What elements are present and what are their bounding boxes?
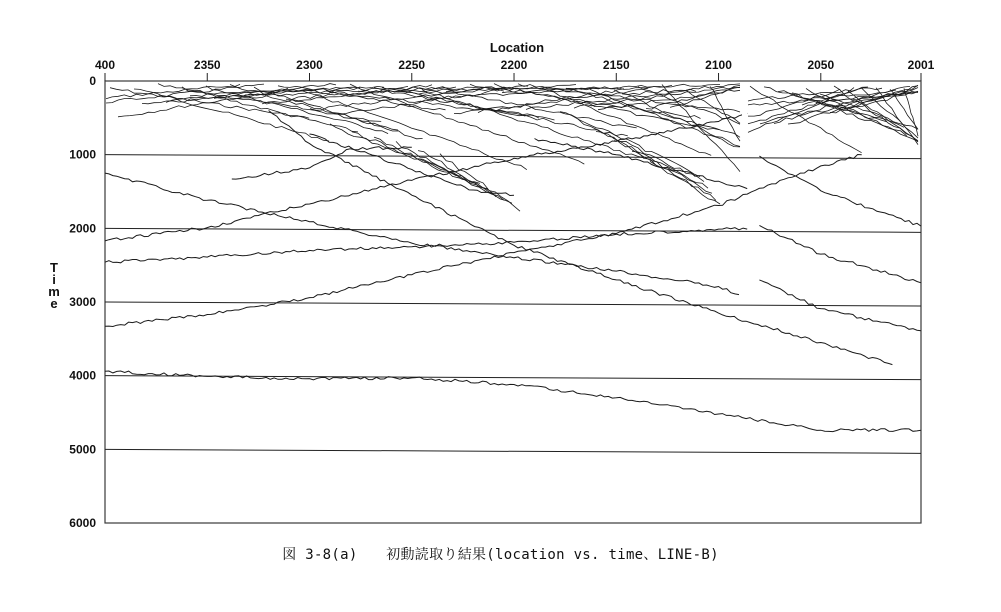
x-tick-label: 2250 <box>398 58 426 72</box>
gridline <box>105 155 921 159</box>
svg-text:Time: T i m e <box>48 260 60 311</box>
first-break-curve <box>440 154 520 212</box>
y-tick-label: 3000 <box>69 295 96 309</box>
first-break-curve <box>590 89 740 146</box>
x-tick-label: 2050 <box>807 58 835 72</box>
y-tick-label: 0 <box>89 74 96 88</box>
first-break-curve <box>614 141 712 194</box>
y-tick-label: 5000 <box>69 442 96 457</box>
y-axis-title <box>48 260 60 311</box>
data-gap-marker <box>742 82 747 142</box>
gridline <box>105 302 921 306</box>
first-break-curve <box>478 88 648 112</box>
x-tick-label: 2150 <box>602 58 630 72</box>
x-tick-label: 2350 <box>193 58 221 72</box>
y-tick-label: 6000 <box>69 516 96 530</box>
x-tick-label: 2001 <box>907 58 935 72</box>
first-break-curve <box>574 87 740 108</box>
x-tick-label: 2200 <box>500 58 528 72</box>
dense-first-break-curves <box>106 84 918 212</box>
plot-frame <box>105 81 921 523</box>
x-tick-label: 2300 <box>296 58 323 72</box>
series-line <box>105 371 921 432</box>
first-break-curve <box>374 137 496 197</box>
x-axis-title: Location <box>489 40 545 55</box>
first-break-curve <box>422 90 644 158</box>
y-tick-label: 4000 <box>69 368 96 383</box>
series-lines <box>105 111 921 432</box>
figure-caption: 図 3-8(a) 初動読取り結果(location vs. time、LINE-B) <box>282 547 719 563</box>
first-break-curve <box>518 84 740 112</box>
series-line <box>759 156 921 226</box>
series-line <box>759 225 921 282</box>
y-tick-label: 1000 <box>69 147 96 162</box>
series-line <box>105 155 862 327</box>
first-break-curve <box>596 132 708 189</box>
gridline <box>105 228 921 232</box>
series-line <box>535 139 748 189</box>
first-break-curve <box>820 94 918 129</box>
x-tick-label: 2100 <box>705 58 732 72</box>
axis-ticks <box>69 58 934 530</box>
gridlines <box>105 155 921 454</box>
series-line <box>232 147 412 180</box>
x-tick-label: 400 <box>94 58 116 72</box>
y-tick-label: 2000 <box>69 221 96 236</box>
gridline <box>105 449 921 453</box>
